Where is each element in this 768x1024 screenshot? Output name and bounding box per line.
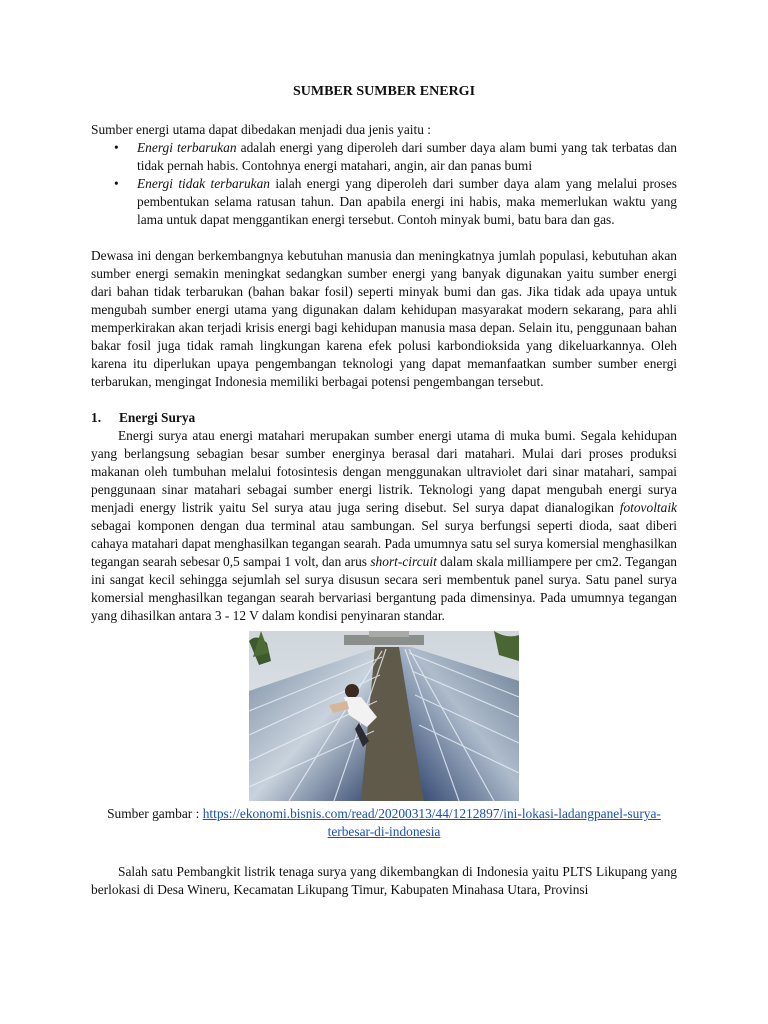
definition-renewable: adalah energi yang diperoleh dari sumber daya alam bumi yang tak terbatas dan tidak pernah habis. Contohnya energi matahari, angin, air dan panas bumi: [137, 140, 677, 173]
section-title: Energi Surya: [119, 410, 196, 425]
paragraph-solar: [91, 427, 677, 625]
page-title: SUMBER SUMBER ENERGI: [292, 84, 476, 99]
term-fotovoltaik: fotovoltaik: [619, 500, 677, 515]
list-item: [114, 175, 677, 229]
paragraph-plts: Salah satu Pembangkit listrik tenaga surya yang dikembangkan di Indonesia yaitu PLTS Likupang yang berlokasi di Desa Wineru, Kecamatan Likupang Timur, Kabupaten Minahasa Utara, Provinsi: [91, 864, 677, 897]
term-nonrenewable: Energi tidak terbarukan: [137, 176, 270, 191]
list-item: [114, 139, 677, 175]
term-renewable: Energi terbarukan: [137, 140, 237, 155]
intro-text: Sumber energi utama dapat dibedakan menjadi dua jenis yaitu :: [91, 122, 431, 137]
section-number: 1.: [91, 410, 102, 425]
definition-nonrenewable: ialah energi yang diperoleh dari sumber daya alam yang melalui proses pembentukan selama ratusan tahun. Dan apabila energi ini habis, maka memerlukan waktu yang lama untuk dapat menggantikan energi tersebut. Contoh minyak bumi, batu bara dan gas.: [137, 176, 677, 227]
image-caption: [91, 805, 677, 841]
source-link[interactable]: https://ekonomi.bisnis.com/read/20200313/44/1212897/ini-lokasi-ladangpanel-surya-terbesar-di-indonesia: [202, 806, 661, 839]
solar-text-a: Energi surya atau energi matahari merupakan sumber energi utama di muka bumi. Segala kehidupan yang berlangsung sebagian besar sumber energinya berasal dari matahari. Mulai dari proses produksi makanan oleh tumbuhan melalui fotosintesis dengan menggunakan ultraviolet dari sinar matahari, sampai penggunaan sinar matahari sebagai sumber energi listrik. Teknologi yang dapat mengubah energi surya menjadi energy listrik yaitu Sel surya atau juga sering disebut. Sel surya dapat dianalogikan: [91, 428, 677, 515]
solar-text-c: dalam skala milliampere per cm2. Tegangan ini sangat kecil sehingga sejumlah sel surya disusun secara seri membentuk panel surya. Satu panel surya komersial menghasilkan tegangan searah bervariasi bergantung pada dimensinya. Pada umumnya tegangan yang dihasilkan antara 3 - 12 V dalam kondisi penyinaran standar.: [91, 554, 677, 623]
term-short-circuit: short-circuit: [370, 554, 437, 569]
bullet-icon: •: [114, 176, 119, 191]
bullet-icon: •: [114, 140, 119, 155]
caption-label: Sumber gambar :: [107, 806, 203, 821]
section-heading: [91, 409, 677, 427]
solar-text-b: sebagai komponen dengan dua terminal atau sambungan. Sel surya berfungsi seperti dioda, saat diberi cahaya matahari dapat menghasilkan tegangan searah. Pada umumnya satu sel surya komersial menghasilkan tegangan searah sebesar 0,5 sampai 1 volt, dan arus: [91, 518, 677, 569]
document-body: [91, 83, 677, 899]
solar-panel-photo: [249, 631, 519, 801]
paragraph-context: Dewasa ini dengan berkembangnya kebutuhan manusia dan meningkatnya jumlah populasi, kebutuhan akan sumber energi semakin meningkat sedangkan sumber energi yang banyak digunakan yaitu sumber energi dari bahan tidak terbarukan (bahan bakar fosil) seperti minyak bumi dan gas. Jika tidak ada upaya untuk mengubah sumber energi utama yang digunakan dalam kehidupan masyarakat modern sekarang, para ahli memperkirakan akan terjadi krisis energi bagi kehidupan manusia masa depan. Selain itu, penggunaan bahan bakar fosil juga tidak ramah lingkungan karena efek polusi karbondioksida yang dikeluarkannya. Oleh karena itu diperlukan upaya pengembangan teknologi yang dapat memanfaatkan sumber sumber energi terbarukan, mengingat Indonesia memiliki berbagai potensi pengembangan tersebut.: [91, 248, 677, 389]
energy-type-list: [91, 139, 677, 229]
